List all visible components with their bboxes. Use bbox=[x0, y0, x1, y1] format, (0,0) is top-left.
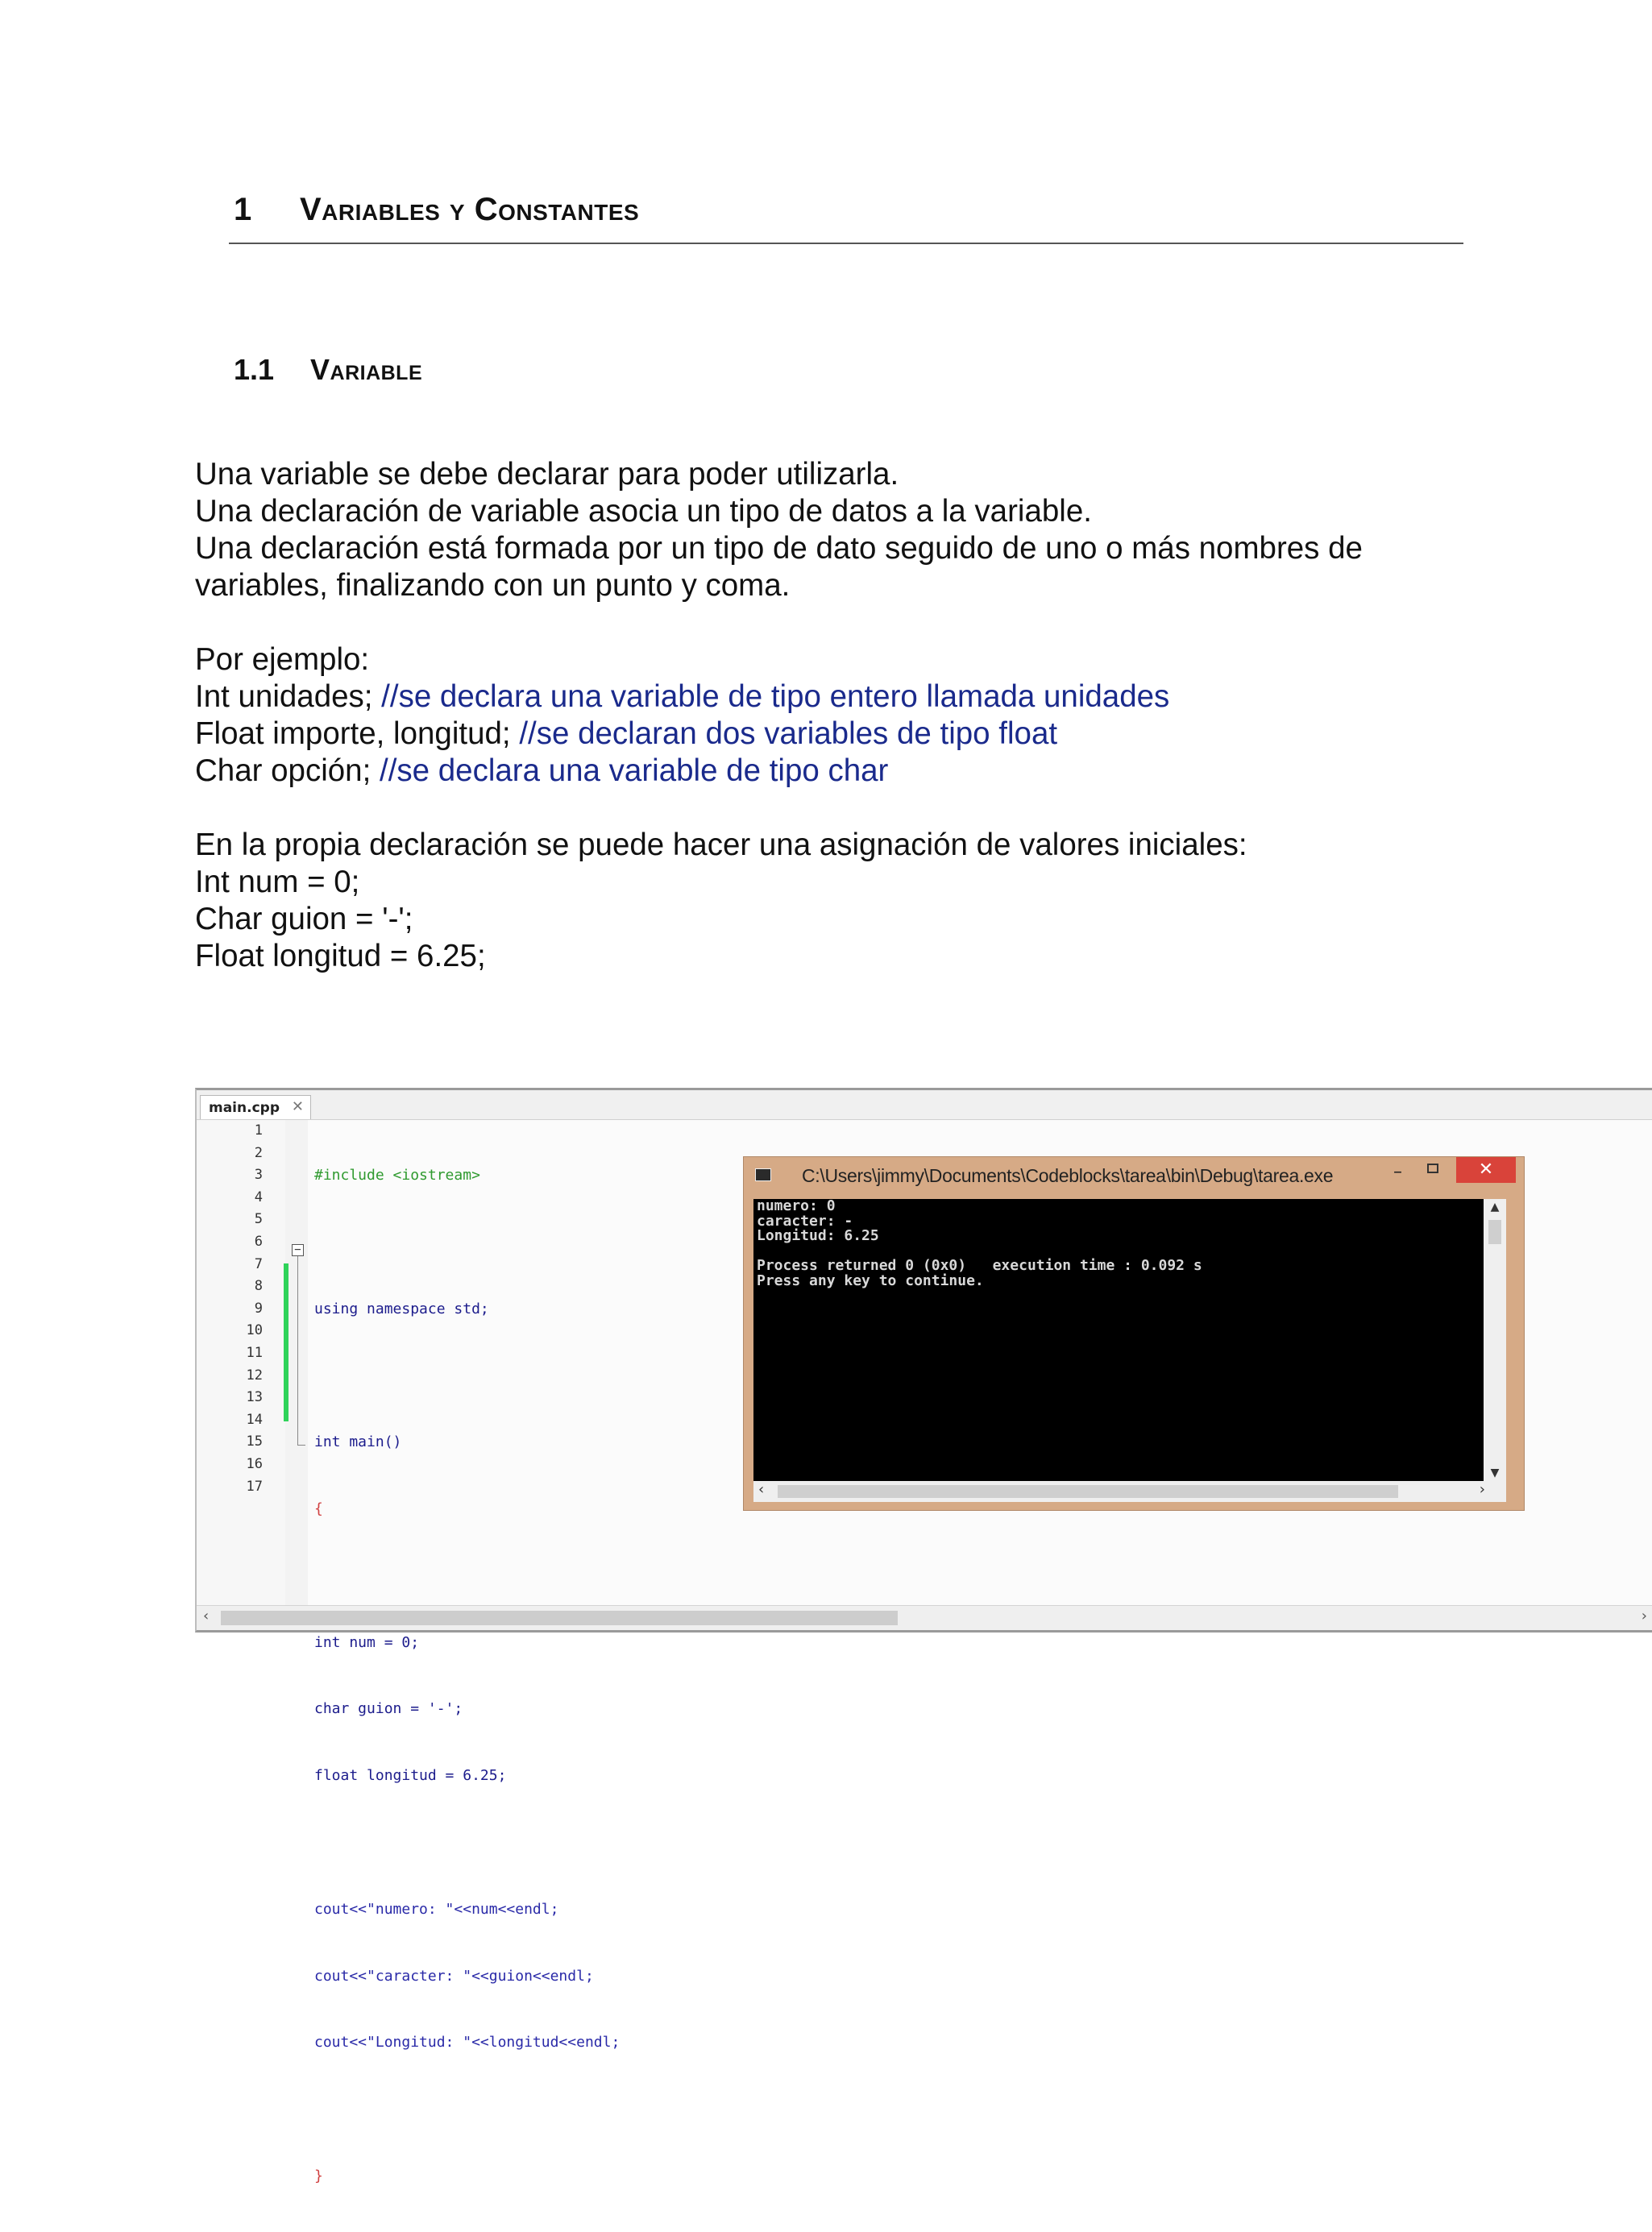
ide-screenshot bbox=[195, 1088, 1652, 2184]
code-line: } bbox=[314, 2167, 323, 2184]
line-number: 2 bbox=[254, 1144, 263, 1161]
editor-tab-bar bbox=[197, 1090, 1652, 1120]
fold-line bbox=[297, 1256, 298, 1445]
editor-tab[interactable] bbox=[200, 1095, 311, 1119]
minimize-icon[interactable]: – bbox=[1393, 1162, 1402, 1182]
section-heading bbox=[234, 192, 639, 228]
scroll-left-icon[interactable]: ‹ bbox=[758, 1481, 765, 1498]
example-label: Por ejemplo: bbox=[195, 642, 370, 677]
line-number: 7 bbox=[254, 1255, 263, 1272]
subsection-number: 1.1 bbox=[234, 353, 275, 386]
tab-label: main.cpp bbox=[209, 1099, 280, 1116]
line-number: 4 bbox=[254, 1189, 263, 1205]
intro-line: Una declaración está formada por un tipo de dato seguido de uno o más nombres de variables, finalizando con un punto y coma. bbox=[195, 531, 1363, 603]
code-line: { bbox=[314, 1500, 323, 1518]
console-output: numero: 0 caracter: - Longitud: 6.25 Process returned 0 (0x0) execution time : 0.092 s Press any key to continue. bbox=[757, 1197, 1202, 1289]
scroll-right-icon[interactable]: › bbox=[1641, 1608, 1647, 1624]
example-comment: //se declaran dos variables de tipo float bbox=[519, 716, 1058, 751]
code-line: char guion = '-'; bbox=[314, 1700, 463, 1718]
scroll-down-icon[interactable]: ▼ bbox=[1490, 1467, 1500, 1479]
init-line: Float longitud = 6.25; bbox=[195, 939, 486, 973]
line-number: 14 bbox=[246, 1411, 263, 1428]
code-line: using namespace std; bbox=[314, 1300, 489, 1317]
init-label: En la propia declaración se puede hacer una asignación de valores iniciales: bbox=[195, 828, 1247, 862]
subsection-heading bbox=[234, 353, 422, 387]
console-window bbox=[743, 1156, 1525, 1511]
section-number: 1 bbox=[234, 192, 252, 227]
close-tab-icon[interactable]: ✕ bbox=[291, 1098, 304, 1115]
code-line: float longitud = 6.25; bbox=[314, 1767, 507, 1785]
example-line bbox=[195, 678, 1468, 716]
scroll-left-icon[interactable]: ‹ bbox=[203, 1608, 210, 1624]
fold-toggle-icon[interactable]: − bbox=[292, 1244, 304, 1256]
console-app-icon bbox=[755, 1168, 771, 1181]
section-title: Variables y Constantes bbox=[300, 192, 640, 227]
example-line bbox=[195, 753, 1468, 790]
console-title-bar[interactable] bbox=[744, 1157, 1524, 1193]
console-vertical-scrollbar[interactable] bbox=[1484, 1199, 1506, 1481]
line-number: 5 bbox=[254, 1211, 263, 1228]
init-line: Int num = 0; bbox=[195, 865, 360, 899]
scroll-thumb[interactable] bbox=[778, 1485, 1398, 1498]
console-title: C:\Users\jimmy\Documents\Codeblocks\tarea\bin\Debug\tarea.exe bbox=[802, 1165, 1334, 1186]
line-number: 6 bbox=[254, 1234, 263, 1250]
example-code: Char opción; bbox=[195, 753, 380, 788]
line-number: 16 bbox=[246, 1456, 263, 1472]
line-number: 11 bbox=[246, 1345, 263, 1361]
intro-line: Una variable se debe declarar para poder utilizarla. bbox=[195, 457, 899, 492]
code-line: cout<<"Longitud: "<<longitud<<endl; bbox=[314, 2034, 621, 2052]
scroll-up-icon[interactable]: ▲ bbox=[1490, 1201, 1500, 1213]
subsection-title: Variable bbox=[310, 353, 423, 386]
line-number: 8 bbox=[254, 1278, 263, 1295]
example-comment: //se declara una variable de tipo char bbox=[380, 753, 889, 788]
line-number: 10 bbox=[246, 1322, 263, 1339]
close-icon[interactable]: ✕ bbox=[1456, 1157, 1516, 1183]
line-number: 3 bbox=[254, 1167, 263, 1184]
code-line: cout<<"numero: "<<num<<endl; bbox=[314, 1900, 559, 1918]
line-number: 15 bbox=[246, 1433, 263, 1450]
code-area[interactable] bbox=[314, 1120, 620, 2232]
line-number: 12 bbox=[246, 1367, 263, 1384]
console-output-area bbox=[753, 1199, 1484, 1481]
scroll-thumb[interactable] bbox=[1488, 1220, 1501, 1244]
example-code: Float importe, longitud; bbox=[195, 716, 520, 751]
fold-end bbox=[297, 1445, 305, 1446]
intro-line: Una declaración de variable asocia un tipo de datos a la variable. bbox=[195, 494, 1092, 529]
line-number: 13 bbox=[246, 1389, 263, 1406]
heading-rule bbox=[229, 243, 1463, 244]
line-number: 9 bbox=[254, 1300, 263, 1317]
maximize-icon[interactable] bbox=[1427, 1164, 1438, 1173]
code-line: #include <iostream> bbox=[314, 1167, 480, 1184]
code-line: int main() bbox=[314, 1433, 402, 1451]
code-line: cout<<"caracter: "<<guion<<endl; bbox=[314, 1967, 594, 1985]
code-line: int num = 0; bbox=[314, 1633, 420, 1651]
line-number-gutter bbox=[197, 1120, 285, 1606]
fold-margin bbox=[285, 1120, 308, 1606]
change-marker bbox=[284, 1263, 288, 1421]
line-number: 1 bbox=[254, 1122, 263, 1139]
line-number: 17 bbox=[246, 1478, 263, 1495]
scroll-right-icon[interactable]: › bbox=[1479, 1481, 1485, 1498]
console-horizontal-scrollbar[interactable] bbox=[753, 1481, 1506, 1502]
scroll-thumb[interactable] bbox=[221, 1611, 898, 1625]
body-text bbox=[195, 456, 1468, 975]
example-code: Int unidades; bbox=[195, 679, 382, 714]
editor-horizontal-scrollbar[interactable] bbox=[197, 1605, 1652, 1630]
example-comment: //se declara una variable de tipo entero llamada unidades bbox=[381, 679, 1170, 714]
init-line: Char guion = '-'; bbox=[195, 902, 413, 936]
example-line bbox=[195, 716, 1468, 753]
